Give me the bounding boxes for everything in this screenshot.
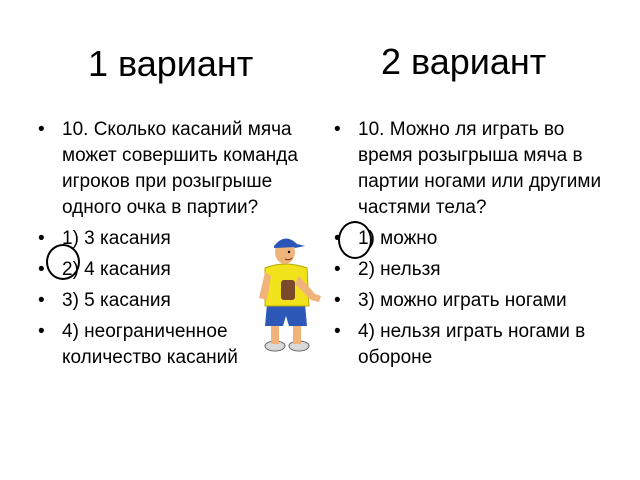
list-item — [36, 117, 306, 221]
bullet-icon: • — [38, 228, 45, 249]
bullet-icon: • — [38, 321, 45, 342]
bullet-icon: • — [38, 290, 45, 311]
list-item — [332, 288, 622, 314]
list-item — [332, 319, 622, 371]
answer-option: 2) 4 касания — [62, 259, 171, 280]
bullet-icon: • — [38, 259, 45, 280]
cartoon-player-figure — [255, 228, 325, 353]
list-item — [332, 257, 622, 283]
bullet-icon: • — [334, 228, 341, 249]
answer-option: 2) нельзя — [358, 259, 441, 280]
answer-option: 3) 5 касания — [62, 290, 171, 311]
bullet-icon: • — [334, 321, 341, 342]
answer-circle-mark — [46, 244, 80, 280]
answer-option: 4) нельзя играть ногами в обороне — [358, 321, 586, 368]
list-item — [332, 226, 622, 252]
answer-option: 1) можно — [358, 228, 438, 249]
bullet-icon: • — [334, 119, 341, 140]
answer-circle-mark — [338, 221, 372, 259]
bullet-icon: • — [334, 259, 341, 280]
question-text: 10. Сколько касаний мяча может совершить команда игроков при розыгрыше одного очка в партии? — [62, 119, 298, 218]
bullet-icon: • — [334, 290, 341, 311]
answer-option: 4) неограниченное количество касаний — [62, 321, 238, 368]
variant-2-title: 2 вариант — [381, 41, 547, 82]
list-item — [332, 117, 622, 221]
variant-1-title: 1 вариант — [88, 43, 254, 84]
bullet-icon: • — [38, 119, 45, 140]
answer-option: 3) можно играть ногами — [358, 290, 567, 311]
question-text: 10. Можно ля играть во время розыгрыша мяча в партии ногами или другими частями тела? — [358, 119, 602, 218]
variant-2-list — [332, 117, 622, 376]
answer-option: 1) 3 касания — [62, 228, 171, 249]
